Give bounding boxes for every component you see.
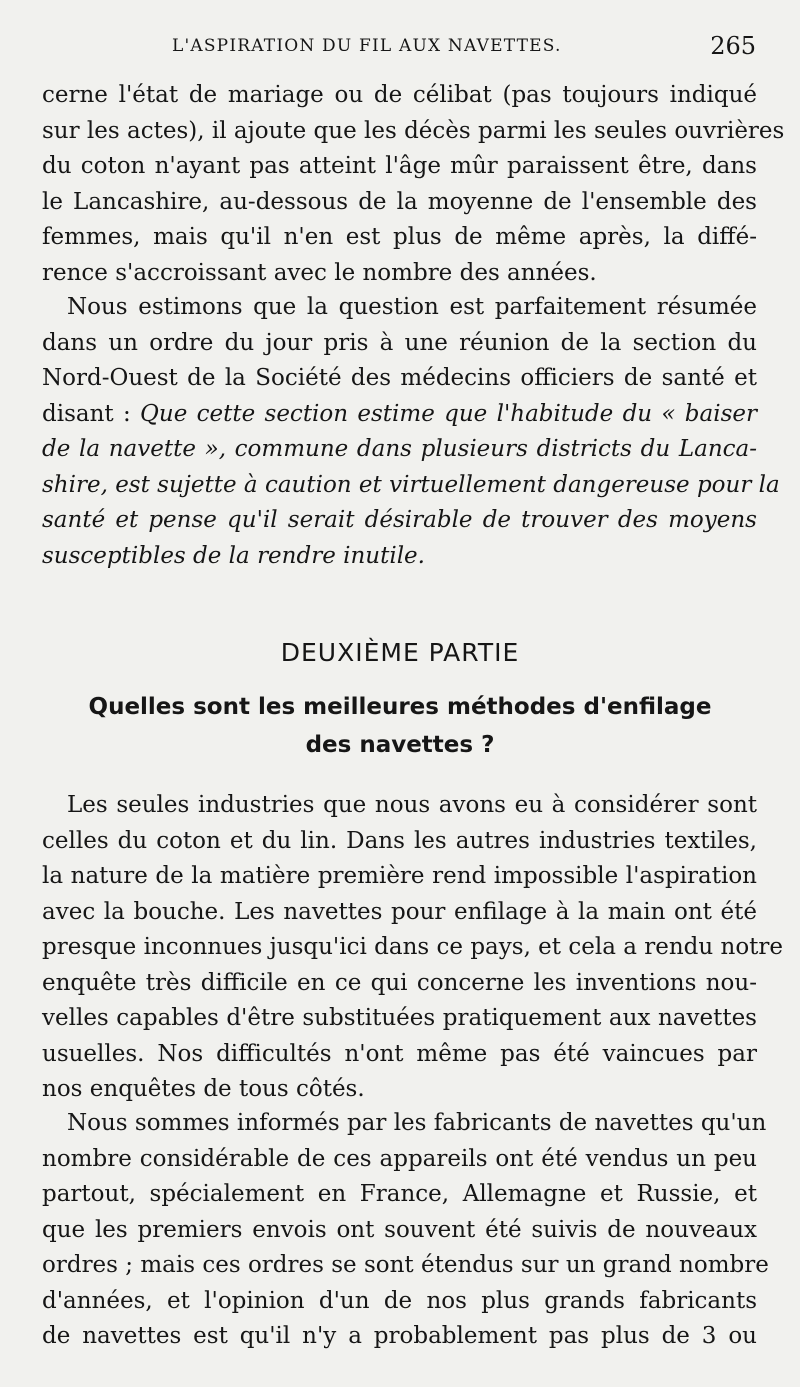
text-line: presque inconnues jusqu'ici dans ce pays, et cela a rendu notre xyxy=(42,934,784,960)
text-line: enquête très difficile en ce qui concerne les inventions nou- xyxy=(42,969,757,996)
text-line: femmes, mais qu'il n'en est plus de même après, la diffé- xyxy=(42,224,757,250)
text-line: usuelles. Nos difficultés n'ont même pas été vaincues par xyxy=(42,1040,757,1067)
text-line: Nous estimons que la question est parfaitement résumée xyxy=(67,294,757,320)
text-line: velles capables d'être substituées pratiquement aux navettes xyxy=(42,1005,757,1031)
text-line-italic: shire, est sujette à caution et virtuellement dangereuse pour la xyxy=(42,471,780,498)
text-line: d'années, et l'opinion d'un de nos plus grands fabricants xyxy=(42,1287,757,1314)
text-line-mixed xyxy=(42,397,757,433)
text-line: de navettes est qu'il n'y a probablement pas plus de 3 ou xyxy=(42,1323,757,1349)
text-line: dans un ordre du jour pris à une réunion de la section du xyxy=(42,329,757,356)
paragraph-industries xyxy=(42,788,784,1108)
text-line: sur les actes), il ajoute que les décès parmi les seules ouvrières xyxy=(42,117,785,144)
text-line-italic: santé et pense qu'il serait désirable de trouver des moyens xyxy=(42,507,757,533)
text-line: Les seules industries que nous avons eu à considérer sont xyxy=(67,792,757,818)
text-italic: Que cette section estime que l'habitude du « baiser xyxy=(140,400,757,427)
question-line: Quelles sont les meilleures méthodes d'enfilage xyxy=(88,694,712,720)
page-header xyxy=(0,32,800,62)
section-question xyxy=(0,688,800,764)
text-line: cerne l'état de mariage ou de célibat (pas toujours indiqué xyxy=(42,82,757,108)
text-line: Nous sommes informés par les fabricants de navettes qu'un xyxy=(67,1110,767,1136)
text-line: que les premiers envois ont souvent été suivis de nouveaux xyxy=(42,1216,757,1243)
text-line: partout, spécialement en France, Allemagne et Russie, et xyxy=(42,1181,757,1207)
text-line: nos enquêtes de tous côtés. xyxy=(42,1076,365,1102)
text-line: nombre considérable de ces appareils ont été vendus un peu xyxy=(42,1145,757,1172)
text-line: la nature de la matière première rend impossible l'aspiration xyxy=(42,863,757,889)
question-line: des navettes ? xyxy=(305,732,495,758)
paragraph-continuation xyxy=(42,78,785,291)
text-line: ordres ; mais ces ordres se sont étendus sur un grand nombre xyxy=(42,1252,769,1278)
text-roman: disant : xyxy=(42,400,141,427)
text-line: celles du coton et du lin. Dans les autres industries textiles, xyxy=(42,827,757,854)
text-line: Nord-Ouest de la Société des médecins officiers de santé et xyxy=(42,365,757,391)
text-line: du coton n'ayant pas atteint l'âge mûr paraissent être, dans xyxy=(42,153,757,179)
text-line: le Lancashire, au-dessous de la moyenne de l'ensemble des xyxy=(42,188,757,215)
text-line-italic: susceptibles de la rendre inutile. xyxy=(42,542,425,569)
text-line: rence s'accroissant avec le nombre des années. xyxy=(42,259,597,286)
page-number: 265 xyxy=(710,32,756,60)
text-line: avec la bouche. Les navettes pour enfilage à la main ont été xyxy=(42,898,757,925)
paragraph-resolution xyxy=(42,290,780,574)
section-heading: DEUXIÈME PARTIE xyxy=(280,638,520,667)
running-title: L'ASPIRATION DU FIL AUX NAVETTES. xyxy=(172,36,562,56)
text-line-italic: de la navette », commune dans plusieurs districts du Lanca- xyxy=(42,436,757,462)
paragraph-manufacturers xyxy=(42,1106,769,1355)
